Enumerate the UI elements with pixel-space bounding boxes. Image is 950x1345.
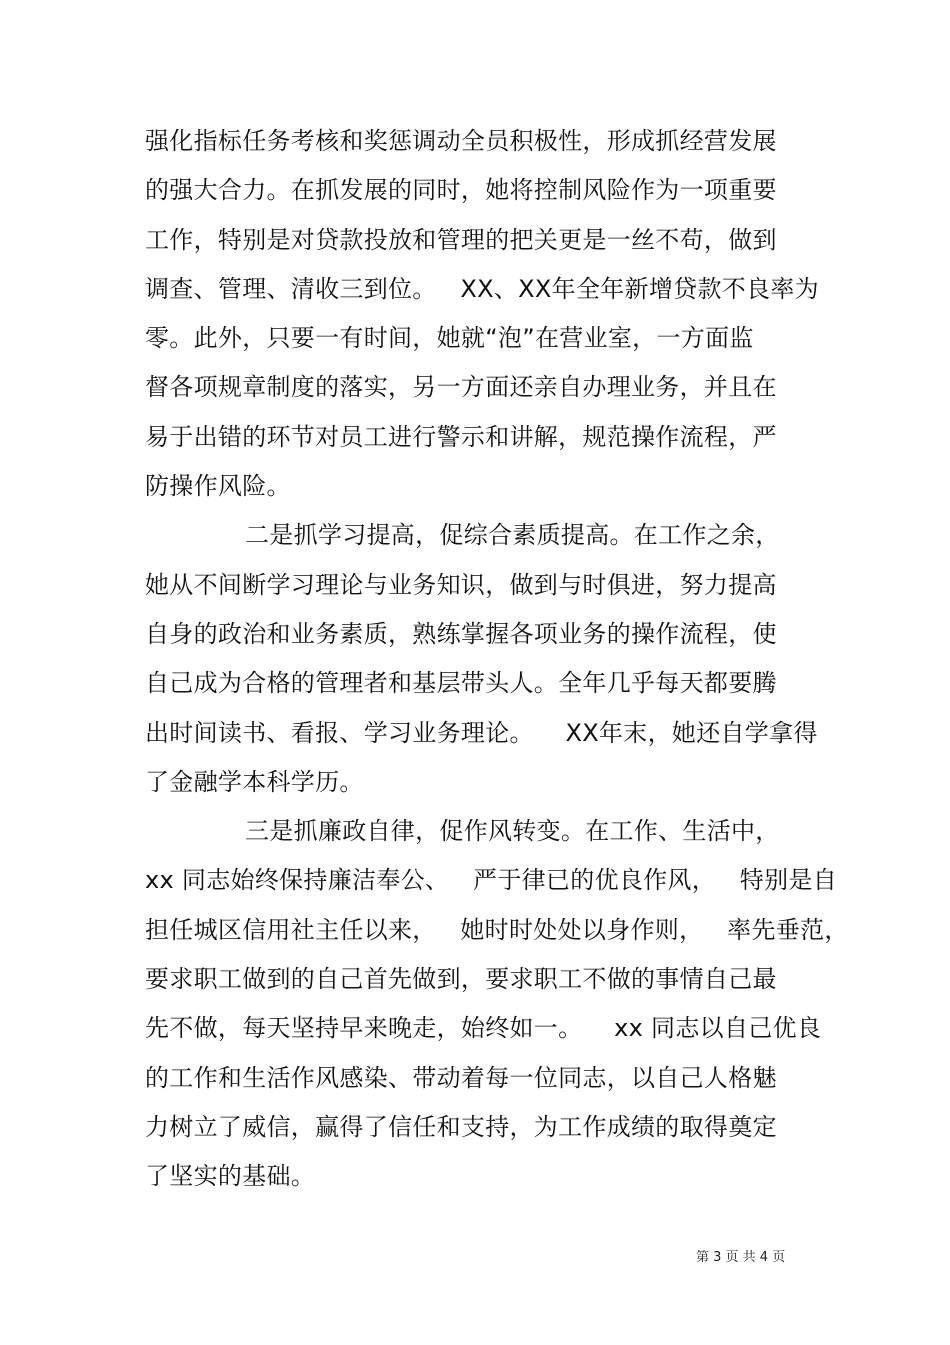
text-line: 担任城区信用社主任以来， 她时时处处以身作则， 率先垂范， — [145, 915, 849, 944]
text-line: 调查、管理、清收三到位。 XX、XX年全年新增贷款不良率为 — [145, 274, 819, 303]
text-line: 的工作和生活作风感染、带动着每一位同志，以自己人格魅 — [145, 1063, 777, 1092]
text-line: 零。此外，只要一有时间，她就“泡”在营业室，一方面监 — [145, 324, 754, 353]
text-line: 了坚实的基础。 — [145, 1162, 316, 1191]
text-line: 她从不间断学习理论与业务知识，做到与时俱进，努力提高 — [145, 570, 777, 599]
text-line: 自身的政治和业务素质，熟练掌握各项业务的操作流程，使 — [145, 619, 777, 648]
text-line: 了金融学本科学历。 — [145, 767, 364, 796]
text-line: 工作，特别是对贷款投放和管理的把关更是一丝不苟，做到 — [145, 225, 777, 254]
text-line: xx 同志始终保持廉洁奉公、 严于律已的优良作风， 特别是自 — [145, 866, 838, 895]
page-number-footer: 第 3 页 共 4 页 — [696, 1250, 786, 1265]
text-line: 出时间读书、看报、学习业务理论。 XX年末，她还自学拿得 — [145, 718, 818, 747]
text-line: 要求职工做到的自己首先做到，要求职工不做的事情自己最 — [145, 965, 777, 994]
paragraph-start-line: 二是抓学习提高，促综合素质提高。在工作之余， — [245, 521, 780, 550]
text-line: 督各项规章制度的落实，另一方面还亲自办理业务，并且在 — [145, 373, 777, 402]
text-line: 力树立了威信，赢得了信任和支持，为工作成绩的取得奠定 — [145, 1112, 777, 1141]
paragraph-start-line: 三是抓廉政自律，促作风转变。在工作、生活中， — [245, 817, 780, 846]
text-line: 防操作风险。 — [145, 472, 291, 501]
text-line: 自己成为合格的管理者和基层带头人。全年几乎每天都要腾 — [145, 669, 777, 698]
text-line: 先不做，每天坚持早来晚走，始终如一。 xx 同志以自己优良 — [145, 1014, 822, 1043]
text-line: 的强大合力。在抓发展的同时，她将控制风险作为一项重要 — [145, 176, 777, 205]
text-line: 易于出错的环节对员工进行警示和讲解，规范操作流程，严 — [145, 422, 777, 451]
text-line: 强化指标任务考核和奖惩调动全员积极性，形成抓经营发展 — [145, 127, 777, 155]
document-body — [145, 117, 849, 1202]
